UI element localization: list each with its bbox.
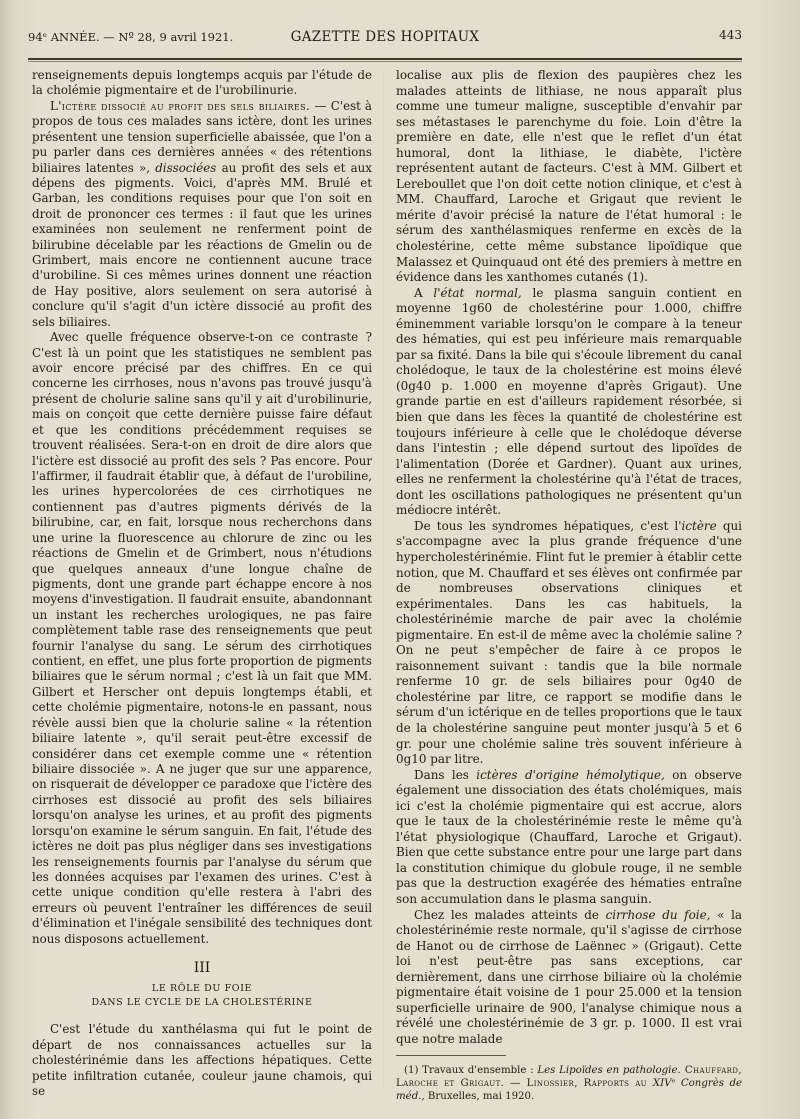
paragraph: renseignements depuis longtemps acquis par l'étude de la cholémie pigmentaire et de l'urobilinurie. [32, 68, 372, 98]
paragraph: L'ictère dissocié au profit des sels biliaires. — C'est à propos de tous ces malades sans ictère, dont les urines présentent une tension superficielle abaissée, que l'on a pu parler dans ces dernières années « des rétentions biliaires latentes », dissociées au profit des sels et aux dépens des pigments. Voici, d'après MM. Brulé et Garban, les conditions requises pour que l'on soit en droit de prononcer ces termes : il faut que les urines examinées non seulement ne renferment point de bilirubine décelable par les réactions de Gmelin ou de Grimbert, mais encore ne contiennent aucune trace d'urobiline. Si ces mêmes urines donnent une réaction de Hay positive, alors seulement on sera autorisé à conclure qu'il s'agit d'un ictère dissocié au profit des sels biliaires. [32, 98, 372, 329]
footnote: (1) Travaux d'ensemble : Les Lipoïdes en pathologie. Chauffard, Laroche et Grigaut. — Linossier, Rapports au XIVᵉ Congrès de méd., Bruxelles, mai 1920. [396, 1065, 743, 1103]
paragraph: C'est l'étude du xanthélasma qui fut le point de départ de nos connaissances actuelles sur la cholestérinémie dans les affections hépatiques. Cette petite infiltration cutanée, couleur jaune chamois, qui se [32, 1022, 372, 1099]
right-column [396, 68, 742, 1103]
section-title: LE RÔLE DU FOIE DANS LE CYCLE DE LA CHOLESTÉRINE [91, 983, 313, 1009]
section-number: III [193, 960, 211, 977]
column-gutter [383, 70, 384, 1090]
publication-title: GAZETTE DES HOPITAUX [290, 29, 480, 45]
paragraph: A l'état normal, le plasma sanguin contient en moyenne 1g60 de cholestérine pour 1.000, chiffre éminemment variable lorsqu'on le compare à la teneur des hématies, qui est peu inférieure mais remarquable par sa fixité. Dans la bile qui s'écoule librement du canal cholédoque, le taux de la cholestérine est moins élevé (0g40 p. 1.000 en moyenne d'après Grigaut). Une grande partie en est d'ailleurs rapidement résorbée, si bien que dans les fèces la quantité de cholestérine est toujours inférieure à celle que le cholédoque déverse dans l'intestin ; elle dépend surtout des lipoïdes de l'alimentation (Dorée et Gardner). Quant aux urines, elles ne renferment la cholestérine qu'à l'état de traces, dont les oscillations pathologiques ne présentent qu'un médiocre intérêt. [396, 285, 742, 518]
paragraph: Avec quelle fréquence observe-t-on ce contraste ? C'est là un point que les statistiques ne semblent pas avoir encore précisé par des chiffres. En ce qui concerne les cirrhoses, nous n'avons pas trouvé jusqu'à présent de cholurie saline sans qu'il y ait d'urobilinurie, mais on conçoit que cette dernière puisse faire défaut et que les conditions précédemment requises se trouvent réalisées. Sera-t-on en droit de dire alors que l'ictère est dissocié au profit des sels ? Pas encore. Pour l'affirmer, il faudrait établir que, à défaut de l'urobiline, les urines hypercolorées de ces cirrhotiques ne contiennent pas d'autres pigments dérivés de la bilirubine, car, en fait, lorsque nous recherchons dans une urine la fluorescence au chlorure de zinc ou les réactions de Gmelin et de Grimbert, nous n'étudions que quelques anneaux d'une longue chaîne de pigments, dont une grande part échappe encore à nos moyens d'investigation. Il faudrait ensuite, abandonnant un instant les recherches urologiques, ne pas faire complètement table rase des renseignements que peut fournir l'analyse du sang. Le sérum des cirrhotiques contient, en effet, une plus forte proportion de pigments biliaires que le sérum normal ; c'est là un fait que MM. Gilbert et Herscher ont depuis longtemps établi, et cette cholémie pigmentaire, notons-le en passant, nous révèle aussi bien que la cholurie saline « la rétention biliaire latente », qu'il serait peut-être excessif de considérer dans cet exemple comme une « rétention biliaire dissociée ». A ne juger que sur une apparence, on risquerait de développer ce paradoxe que l'ictère des cirrhoses est dissocié au profit des sels biliaires lorsqu'on analyse les urines, et au profit des pigments lorsqu'on examine le sérum sanguin. En fait, l'étude des ictères ne doit pas plus négliger dans ses investigations les renseignements fournis par l'analyse du sérum que les données acquises par l'examen des urines. C'est à cette unique condition qu'elle restera à l'abri des erreurs où peuvent l'entraîner les différences de seuil d'élimination et l'inégale sensibilité des techniques dont nous disposons actuellement. [32, 330, 372, 946]
footnote-rule [396, 1055, 506, 1056]
section-run-in-heading: L'ictère dissocié au profit des sels biliaires. — [50, 98, 327, 113]
page-number: 443 [719, 28, 742, 42]
header-rule [28, 58, 742, 60]
paragraph: De tous les syndromes hépatiques, c'est l'ictère qui s'accompagne avec la plus grande fréquence d'une hypercholestérinémie. Flint fut le premier à établir cette notion, que M. Chauffard et ses élèves ont confirmée par de nombreuses observations cliniques et expérimentales. Dans les cas habituels, la cholestérinémie marche de pair avec la cholémie pigmentaire. En est-il de même avec la cholémie saline ? On ne peut s'empêcher de faire à ce propos le raisonnement suivant : tandis que la bile normale renferme 10 gr. de sels biliaires pour 0g40 de cholestérine par litre, ce rapport se modifie dans le sérum d'un ictérique en de telles proportions que le taux de la cholestérine sanguine peut monter jusqu'à 5 et 6 gr. pour une cholémie saline très souvent inférieure à 0g10 par litre. [396, 518, 743, 767]
paragraph: localise aux plis de flexion des paupières chez les malades atteints de lithiase, ne nous apparaît plus comme une tumeur maligne, susceptible d'envahir par ses métastases le parenchyme du foie. Loin d'être la première en date, elle n'est que le reflet d'un état humoral, dont la lithiase, le diabète, l'ictère représentent autant de facteurs. C'est à MM. Gilbert et Lereboullet que l'on doit cette notion clinique, et c'est à MM. Chauffard, Laroche et Grigaut que revient le mérite d'avoir précisé la nature de l'état humoral : le sérum des xanthélasmiques renferme en excès de la cholestérine, cette même substance lipoïdique que Malassez et Quinquaud ont été des premiers à mettre en évidence dans les xanthomes cutanés (1). [396, 68, 742, 285]
paragraph: Dans les ictères d'origine hémolytique, on observe également une dissociation des états cholémiques, mais ici c'est la cholémie pigmentaire qui est accrue, alors que le taux de la cholestérinémie reste le même qu'à l'état physiologique (Chauffard, Laroche et Grigaut). Bien que cette substance entre pour une large part dans la constitution chimique du globule rouge, il ne semble pas que la destruction exagérée des hématies entraîne son accumulation dans le plasma sanguin. [396, 767, 742, 906]
running-header [28, 28, 742, 48]
header-rule-thin [28, 61, 742, 62]
issue-info: 94ᵉ ANNÉE. — Nº 28, 9 avril 1921. [28, 30, 234, 44]
paragraph: Chez les malades atteints de cirrhose du foie, « la cholestérinémie reste normale, qu'il s'agisse de cirrhose de Hanot ou de cirrhose de Laënnec » (Grigaut). Cette loi n'est peut-être pas sans exceptions, car dernièrement, dans une cirrhose biliaire où la cholémie pigmentaire était voisine de 1 pour 25.000 et la tension superficielle urinaire de 900, l'analyse chimique nous a révélé une cholestérinémie de 3 gr. p. 1000. Il est vrai que notre malade [396, 907, 743, 1046]
left-column [32, 68, 372, 1100]
